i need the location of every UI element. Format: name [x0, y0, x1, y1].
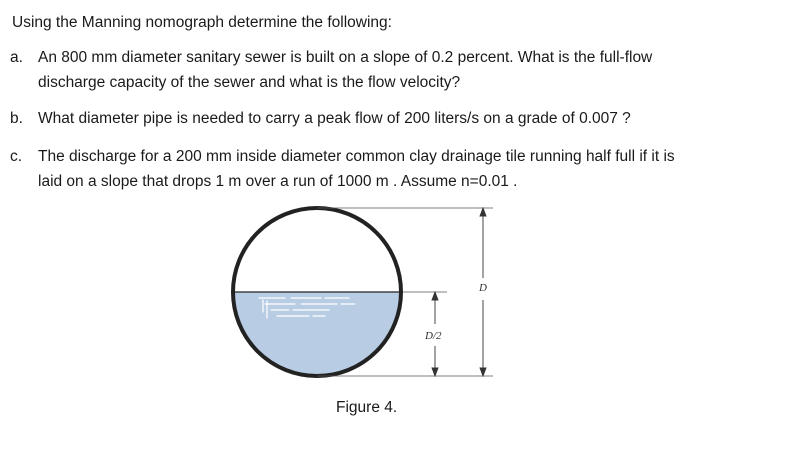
pipe-cross-section-figure: [225, 200, 505, 390]
question-b-marker: b.: [10, 110, 23, 127]
intro-text: Using the Manning nomograph determine the following:: [12, 14, 392, 31]
figure-caption: Figure 4.: [336, 399, 398, 416]
question-c-line-1: The discharge for a 200 mm inside diameter common clay drainage tile running half full if it is: [38, 148, 675, 165]
diameter-label: D: [479, 282, 487, 294]
pipe-cross-section-diagram: [225, 200, 505, 390]
question-a-marker: a.: [10, 49, 23, 66]
question-a-line-2: discharge capacity of the sewer and what is the flow velocity?: [38, 74, 461, 91]
question-c-marker: c.: [10, 148, 23, 165]
question-c-line-2: laid on a slope that drops 1 m over a run of 1000 m . Assume n=0.01 .: [38, 173, 518, 190]
question-c-text: [38, 144, 675, 194]
half-depth-label: D/2: [425, 330, 442, 342]
question-b-line-1: What diameter pipe is needed to carry a peak flow of 200 liters/s on a grade of 0.007 ?: [38, 110, 631, 127]
question-b-text: [38, 106, 631, 131]
question-a-text: [38, 45, 652, 95]
question-a-line-1: An 800 mm diameter sanitary sewer is built on a slope of 0.2 percent. What is the full-flow: [38, 49, 653, 66]
